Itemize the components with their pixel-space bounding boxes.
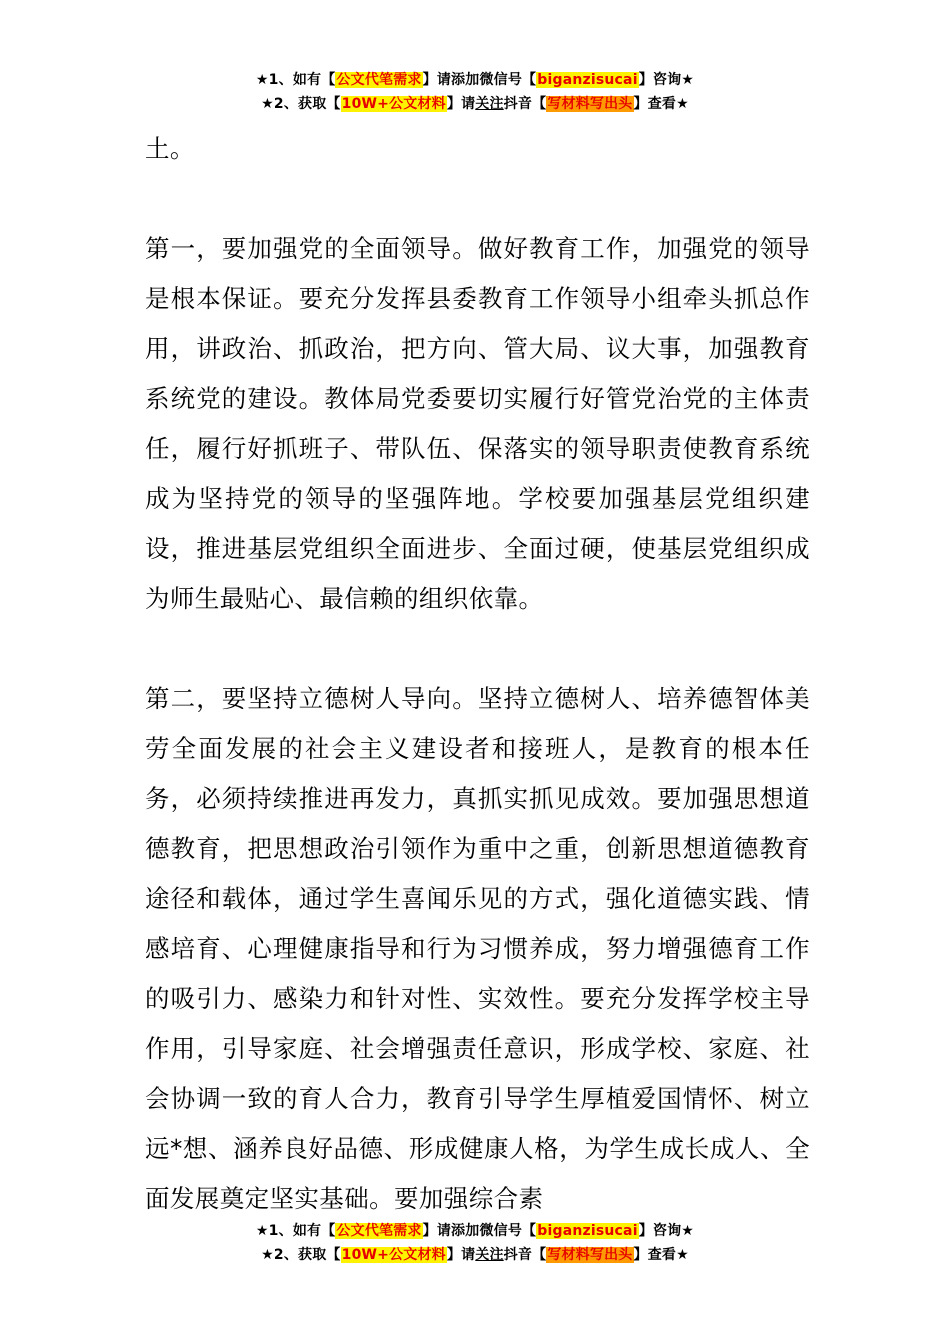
banner-line-1-mid1: 】请添 (422, 72, 466, 88)
banner-line-2 (0, 1243, 950, 1267)
banner-line-2-mid2: 抖音【 (503, 96, 547, 112)
banner-line-2-suffix: 】查看★ (633, 96, 689, 112)
writing-service-highlight: 公文代笔需求 (336, 72, 422, 88)
banner-line-2 (0, 92, 950, 116)
banner-line-2-prefix: ★2、获取【 (261, 1247, 341, 1263)
banner-line-1-prefix: ★1、如有【 (255, 72, 336, 88)
wechat-id-highlight: biganzisucai (537, 1223, 638, 1239)
banner-line-2-mid1: 】请 (446, 1247, 476, 1263)
banner-line-1-bold: 加 (465, 72, 480, 88)
writing-service-highlight: 公文代笔需求 (336, 1223, 422, 1239)
lead-line: 土。 (145, 134, 195, 163)
materials-highlight: 10W+公文材料 (341, 96, 446, 112)
banner-line-1-prefix: ★1、如有【 (255, 1223, 336, 1239)
banner-line-2-mid1: 】请 (446, 96, 476, 112)
banner-line-1-bold: 加 (465, 1223, 480, 1239)
banner-line-1-mid2: 微信号【 (479, 72, 537, 88)
paragraph-gap (145, 624, 810, 674)
banner-line-1-suffix: 】咨询★ (638, 72, 695, 88)
document-body (145, 124, 810, 1224)
banner-line-1 (0, 1219, 950, 1243)
paragraph-2: 第二，要坚持立德树人导向。坚持立德树人、培养德智体美劳全面发展的社会主义建设者和接班人，是教育的根本任务，必须持续推进再发力，真抓实抓见成效。要加强思想道德教育，把思想政治引领作为重中之重，创新思想道德教育途径和载体，通过学生喜闻乐见的方式，强化道德实践、情感培育、心理健康指导和行为习惯养成，努力增强德育工作的吸引力、感染力和针对性、实效性。要充分发挥学校主导作用，引导家庭、社会增强责任意识，形成学校、家庭、社会协调一致的育人合力，教育引导学生厚植爱国情怀、树立远*想、涵养良好品德、形成健康人格，为学生成长成人、全面发展奠定坚实基础。要加强综合素 (145, 684, 810, 1213)
banner-line-2-suffix: 】查看★ (633, 1247, 689, 1263)
header-banner (0, 68, 950, 116)
footer-banner (0, 1219, 950, 1267)
banner-line-1-suffix: 】咨询★ (638, 1223, 695, 1239)
banner-line-1-mid1: 】请添 (422, 1223, 466, 1239)
douyin-account-highlight: 写材料写出头 (547, 1247, 633, 1263)
wechat-id-highlight: biganzisucai (537, 72, 638, 88)
douyin-account-highlight: 写材料写出头 (547, 96, 633, 112)
banner-line-1-mid2: 微信号【 (479, 1223, 537, 1239)
banner-line-1 (0, 68, 950, 92)
banner-line-2-mid2: 抖音【 (503, 1247, 547, 1263)
paragraph-1: 第一，要加强党的全面领导。做好教育工作，加强党的领导是根本保证。要充分发挥县委教育工作领导小组牵头抓总作用，讲政治、抓政治，把方向、管大局、议大事，加强教育系统党的建设。教体局党委要切实履行好管党治党的主体责任，履行好抓班子、带队伍、保落实的领导职责使教育系统成为坚持党的领导的坚强阵地。学校要加强基层党组织建设，推进基层党组织全面进步、全面过硬，使基层党组织成为师生最贴心、最信赖的组织依靠。 (145, 234, 810, 613)
follow-underlined: 关注 (475, 96, 504, 112)
banner-line-2-prefix: ★2、获取【 (261, 96, 341, 112)
paragraph-gap (145, 174, 810, 224)
materials-highlight: 10W+公文材料 (341, 1247, 446, 1263)
follow-underlined: 关注 (475, 1247, 504, 1263)
